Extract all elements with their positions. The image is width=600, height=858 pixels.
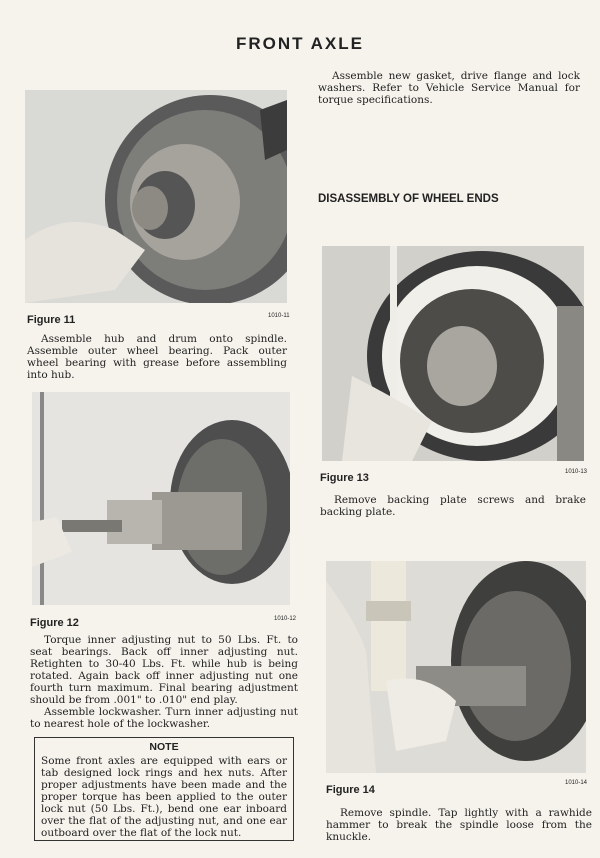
figure-14-photo [326,561,586,773]
figure-14-caption: Remove spindle. Tap lightly with a rawhide hammer to break the spindle loose from the knuckle. [326,807,592,843]
figure-13-photo [322,246,584,461]
figure-14-code: 1010-14 [565,780,588,786]
figure-13-label: Figure 13 [320,472,369,484]
note-box [34,737,294,841]
figure-13-caption: Remove backing plate screws and brake backing plate. [320,494,586,518]
intro-text: Assemble new gasket, drive flange and lock washers. Refer to Vehicle Service Manual for torque specifications. [318,70,580,106]
figure-12-label: Figure 12 [30,617,79,629]
figure-13-code: 1010-13 [565,469,588,475]
note-title: NOTE [149,741,179,753]
section-heading: DISASSEMBLY OF WHEEL ENDS [318,193,499,205]
page-title: FRONT AXLE [236,34,364,53]
note-body: Some front axles are equipped with ears or tab designed lock rings and hex nuts. After proper adjustments have been made and the proper torque has been applied to the outer lock nut (50 Lbs. Ft.), bend one ear inboard over the flat of the adjusting nut, and one ear outboard over the flat of the lock nut. [41,755,287,839]
figure-11-caption: Assemble hub and drum onto spindle. Assemble outer wheel bearing. Pack outer wheel bearing with grease before assembling into hub. [27,333,287,381]
figure-12-caption-p2: Assemble lockwasher. Turn inner adjusting nut to nearest hole of the lockwasher. [30,706,298,730]
figure-11-code: 1010-11 [268,313,290,319]
figure-14-label: Figure 14 [326,784,375,796]
figure-11-label: Figure 11 [27,314,76,326]
figure-12-caption-p1: Torque inner adjusting nut to 50 Lbs. Ft. to seat bearings. Back off inner adjusting nut. Retighten to 30-40 Lbs. Ft. while hub is being rotated. Again back off inner adjusting nut one fourth turn maximum. Final bearing adjustment should be from .001" to .010" end play. [30,634,298,706]
figure-11-photo [25,90,287,303]
figure-12-code: 1010-12 [274,616,297,622]
figure-12-caption [30,634,298,730]
figure-12-photo [32,392,290,605]
